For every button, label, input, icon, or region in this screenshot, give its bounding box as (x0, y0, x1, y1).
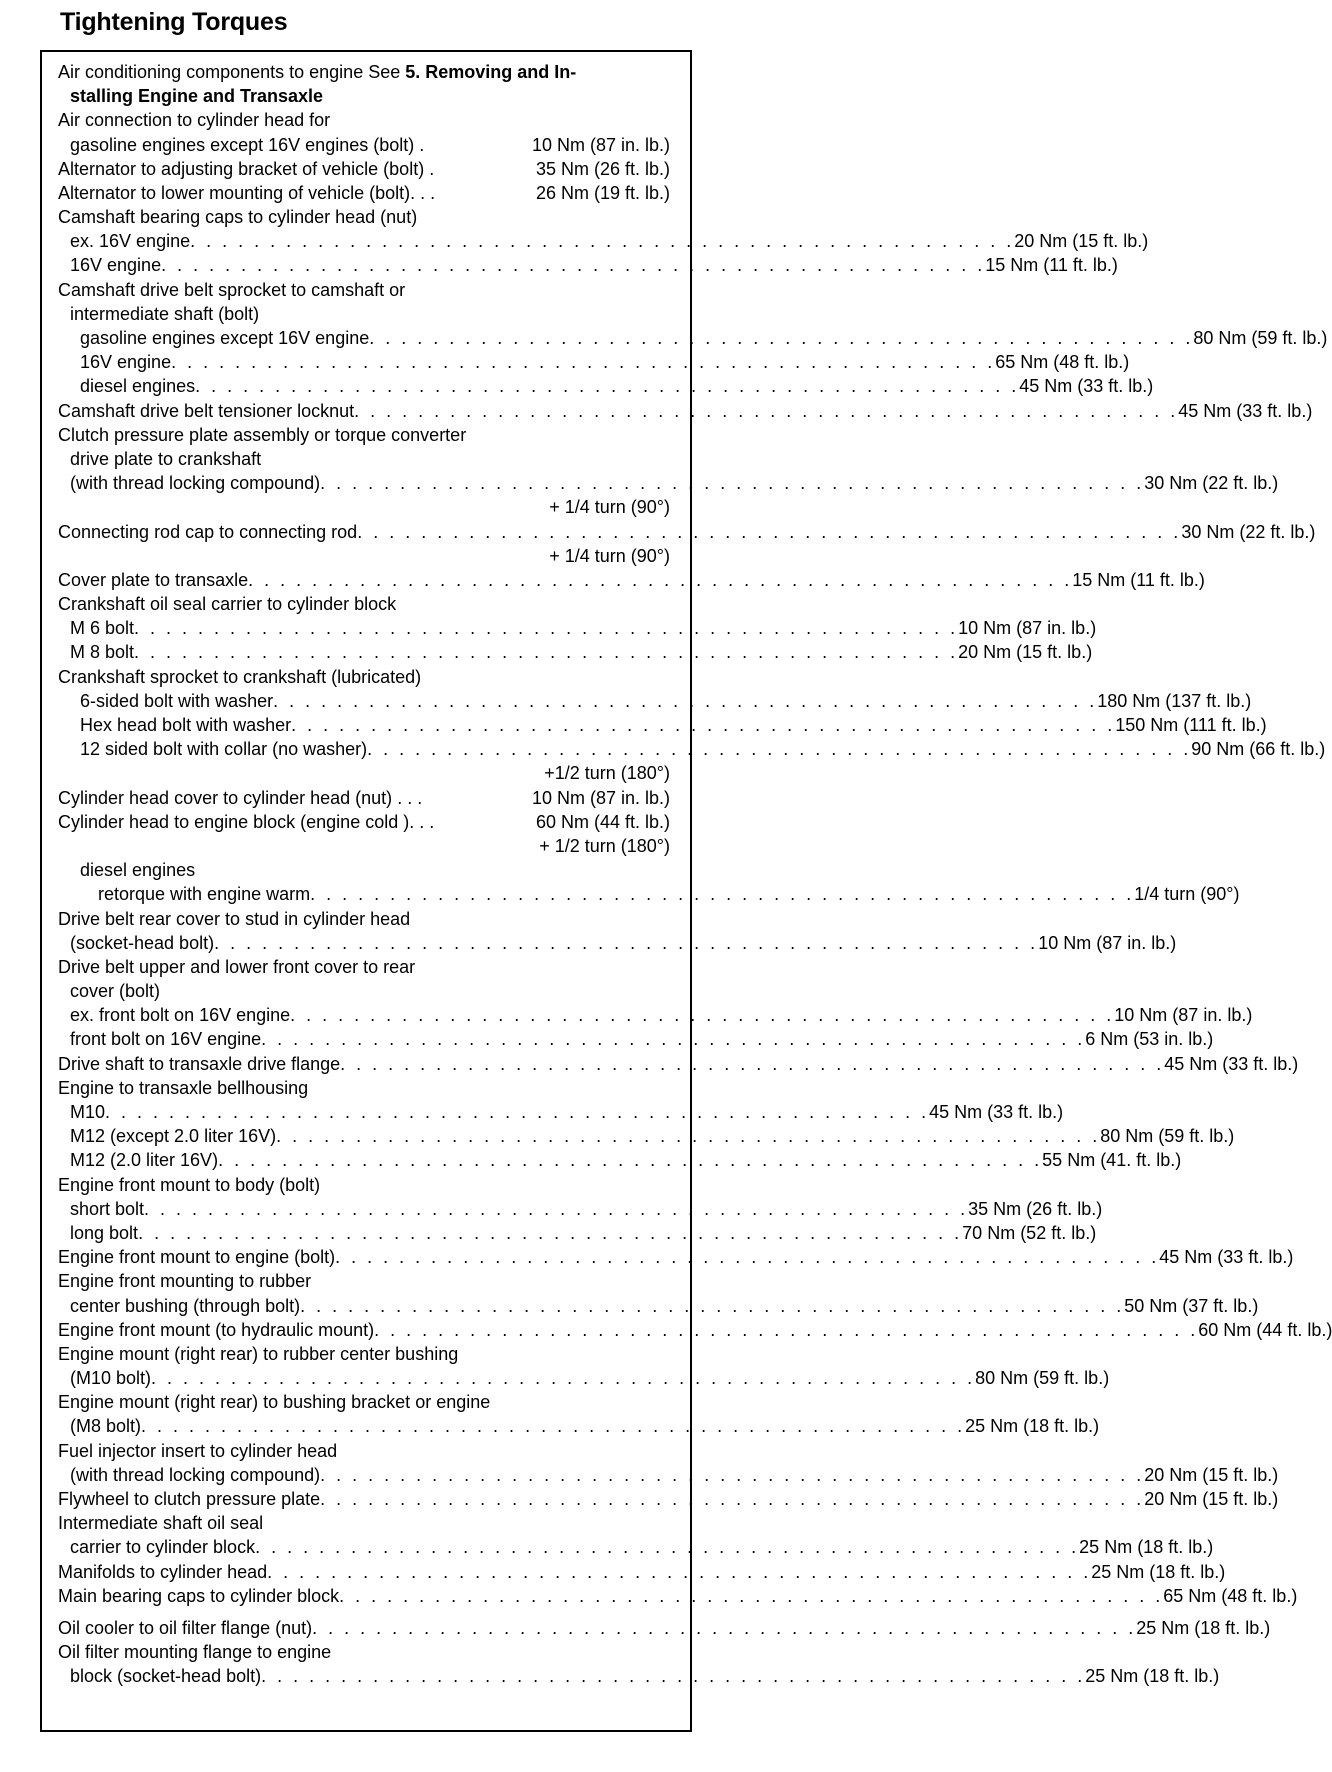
torque-item-label: Crankshaft sprocket to crankshaft (lubricated) (58, 666, 422, 687)
torque-value: 45 Nm (33 ft. lb.) (1159, 1247, 1294, 1268)
torque-row (58, 1318, 1332, 1342)
torque-row (58, 181, 670, 205)
torque-item-label: (with thread locking compound) (70, 1464, 321, 1485)
dot-leader: . . . . . . . . . . . . . . . . . . . . . . . . . . . . . . . . . . . . . . . . . . . . . . . . . . . . (105, 1102, 930, 1123)
torque-row (58, 1197, 1103, 1221)
torque-row (58, 205, 670, 229)
dot-leader: . . . . . . . . . . . . . . . . . . . . . . . . . . . . . . . . . . . . . . . . . . . . . . . . . . . . (369, 328, 1194, 349)
torque-row (58, 616, 1097, 640)
torque-row (58, 447, 670, 471)
torque-value: 150 Nm (111 ft. lb.) (1115, 715, 1267, 736)
torque-row (58, 1560, 1226, 1584)
dot-leader: . . . . . . . . . . . . . . . . . . . . . . . . . . . . . . . . . . . . . . . . . . . . . . . . . . . . (144, 1198, 969, 1219)
torque-item-label: 12 sided bolt with collar (no washer) (80, 739, 368, 760)
dot-leader: . . . . . . . . . . . . . . . . . . . . . . . . . . . . . . . . . . . . . . . . . . . . . . . . . . . . (255, 1537, 1080, 1558)
torque-value: 65 Nm (48 ft. lb.) (995, 352, 1130, 373)
torque-row (58, 761, 670, 785)
torque-item-label: gasoline engines except 16V engine (80, 328, 370, 349)
torque-value: 60 Nm (44 ft. lb.) (1198, 1319, 1332, 1340)
torque-row (58, 858, 670, 882)
dot-leader: . . . (409, 811, 435, 832)
dot-leader: . . . . . . . . . . . . . . . . . . . . . . . . . . . . . . . . . . . . . . . . . . . . . . . . . . . . (367, 739, 1192, 760)
torque-item-label: Air connection to cylinder head for (58, 110, 331, 131)
torque-value: 26 Nm (19 ft. lb.) (535, 182, 670, 203)
torque-item-label: Oil filter mounting flange to engine (58, 1642, 332, 1663)
dot-leader: . . . . . . . . . . . . . . . . . . . . . . . . . . . . . . . . . . . . . . . . . . . . . . . . . . . . (374, 1319, 1199, 1340)
torque-row (58, 665, 670, 689)
torque-item-label: carrier to cylinder block (70, 1537, 256, 1558)
torque-value: 25 Nm (18 ft. lb.) (965, 1416, 1100, 1437)
torque-item-label: Alternator to adjusting bracket of vehicle (bolt) (58, 158, 425, 179)
torque-value: 45 Nm (33 ft. lb.) (1019, 376, 1154, 397)
torque-row (58, 1511, 670, 1535)
torque-item-label: retorque with engine warm (98, 884, 311, 905)
torque-item-label: Drive belt upper and lower front cover to rear (58, 956, 416, 977)
dot-leader: . . . . . . . . . . . . . . . . . . . . . . . . . . . . . . . . . . . . . . . . . . . . . . . . . . . . (138, 1222, 963, 1243)
torque-item-label: Manifolds to cylinder head (58, 1561, 268, 1582)
dot-leader: . (414, 134, 430, 155)
torque-value: 45 Nm (33 ft. lb.) (929, 1102, 1064, 1123)
torque-row (58, 1076, 670, 1100)
dot-leader: . . . . . . . . . . . . . . . . . . . . . . . . . . . . . . . . . . . . . . . . . . . . . . . . . . . . (290, 1005, 1115, 1026)
torque-value: 20 Nm (15 ft. lb.) (958, 642, 1093, 663)
torque-row (58, 471, 1279, 495)
torque-item-label: M10 (70, 1102, 106, 1123)
dot-leader: . . . . . . . . . . . . . . . . . . . . . . . . . . . . . . . . . . . . . . . . . . . . . . . . . . . . (190, 231, 1015, 252)
torque-item-label: Drive shaft to transaxle drive flange (58, 1053, 341, 1074)
torque-item-label: (M8 bolt) (70, 1416, 142, 1437)
dot-leader: . . . . . . . . . . . . . . . . . . . . . . . . . . . . . . . . . . . . . . . . . . . . . . . . . . . . (291, 715, 1116, 736)
dot-leader: . . . . . . . . . . . . . . . . . . . . . . . . . . . . . . . . . . . . . . . . . . . . . . . . . . . . (161, 255, 986, 276)
dot-leader: . . . . . . . . . . . . . . . . . . . . . . . . . . . . . . . . . . . . . . . . . . . . . . . . . . . . (320, 1489, 1145, 1510)
dot-leader: . . . . . . . . . . . . . . . . . . . . . . . . . . . . . . . . . . . . . . . . . . . . . . . . . . . . (134, 618, 959, 639)
torque-row (58, 1052, 1299, 1076)
torque-row (58, 882, 1240, 906)
torque-value: 35 Nm (26 ft. lb.) (968, 1198, 1103, 1219)
torque-item-label: Hex head bolt with washer (80, 715, 292, 736)
torque-item-label: Alternator to lower mounting of vehicle (bolt) (58, 182, 411, 203)
torque-row (58, 1390, 670, 1414)
torque-row (58, 931, 1177, 955)
torque-value: 55 Nm (41. ft. lb.) (1042, 1150, 1182, 1171)
torque-item-label: (with thread locking compound) (70, 473, 321, 494)
torque-row (58, 60, 670, 84)
torque-item-label: Engine front mount to body (bolt) (58, 1174, 321, 1195)
torque-item-label: Connecting rod cap to connecting rod (58, 521, 358, 542)
torque-item-label: M 8 bolt (70, 642, 135, 663)
torque-item-label: Cylinder head cover to cylinder head (nut) (58, 787, 393, 808)
torque-value: 10 Nm (87 in. lb.) (531, 787, 670, 808)
dot-leader: . . . . . . . . . . . . . . . . . . . . . . . . . . . . . . . . . . . . . . . . . . . . . . . . . . . . (261, 1666, 1086, 1687)
torque-item-label (70, 84, 323, 108)
torque-row (58, 1487, 1279, 1511)
torque-row (58, 834, 670, 858)
torque-item-label: 16V engine (80, 352, 172, 373)
torque-value: 6 Nm (53 in. lb.) (1085, 1029, 1214, 1050)
torque-value: + 1/4 turn (90°) (549, 497, 670, 518)
torque-value: 35 Nm (26 ft. lb.) (535, 158, 670, 179)
dot-leader: . . . . . . . . . . . . . . . . . . . . . . . . . . . . . . . . . . . . . . . . . . . . . . . . . . . . (310, 884, 1135, 905)
torque-value: 80 Nm (59 ft. lb.) (1100, 1126, 1235, 1147)
torque-row (58, 1003, 1253, 1027)
dot-leader: . . . . . . . . . . . . . . . . . . . . . . . . . . . . . . . . . . . . . . . . . . . . . . . . . . . . (335, 1247, 1160, 1268)
torque-row (58, 229, 1149, 253)
dot-leader: . . . . . . . . . . . . . . . . . . . . . . . . . . . . . . . . . . . . . . . . . . . . . . . . . . . . (357, 521, 1182, 542)
torque-row (58, 1463, 1279, 1487)
torque-value: 20 Nm (15 ft. lb.) (1014, 231, 1149, 252)
torque-row (58, 907, 670, 931)
torque-row (58, 1584, 1298, 1608)
dot-leader: . . . . . . . . . . . . . . . . . . . . . . . . . . . . . . . . . . . . . . . . . . . . . . . . . . . . (134, 642, 959, 663)
torque-row (58, 1221, 1097, 1245)
torque-row (58, 278, 670, 302)
torque-row (58, 544, 670, 568)
dot-leader: . . . . . . . . . . . . . . . . . . . . . . . . . . . . . . . . . . . . . . . . . . . . . . . . . . . . (261, 1029, 1086, 1050)
torque-row (58, 350, 1130, 374)
dot-leader: . . . . . . . . . . . . . . . . . . . . . . . . . . . . . . . . . . . . . . . . . . . . . . . . . . . . (248, 569, 1073, 590)
torque-list (58, 60, 1332, 1689)
torque-value: 60 Nm (44 ft. lb.) (535, 811, 670, 832)
torque-value: 10 Nm (87 in. lb.) (958, 618, 1097, 639)
torque-item-label: center bushing (through bolt) (70, 1295, 301, 1316)
torque-row (58, 1616, 1271, 1640)
torque-row (58, 786, 670, 810)
torque-value: 65 Nm (48 ft. lb.) (1163, 1585, 1298, 1606)
section-reference: stalling Engine and Transaxle (70, 86, 324, 107)
torque-item-label: drive plate to crankshaft (70, 448, 262, 469)
torque-item-label: 6-sided bolt with washer (80, 690, 274, 711)
torque-row (58, 157, 670, 181)
torque-row (58, 84, 670, 108)
torque-item-label: Oil cooler to oil filter flange (nut) (58, 1617, 313, 1638)
torque-value: 10 Nm (87 in. lb.) (1038, 932, 1177, 953)
dot-leader: . . . . . . . . . . . . . . . . . . . . . . . . . . . . . . . . . . . . . . . . . . . . . . . . . . . . (276, 1126, 1101, 1147)
dot-leader: . . . . . . . . . . . . . . . . . . . . . . . . . . . . . . . . . . . . . . . . . . . . . . . . . . . . (300, 1295, 1125, 1316)
dot-leader: . . . . . . . . . . . . . . . . . . . . . . . . . . . . . . . . . . . . . . . . . . . . . . . . . . . . (320, 1464, 1145, 1485)
torque-value: 20 Nm (15 ft. lb.) (1144, 1464, 1279, 1485)
page-title: Tightening Torques (60, 8, 288, 36)
torque-value: 15 Nm (11 ft. lb.) (1072, 569, 1205, 590)
torque-value: 10 Nm (87 in. lb.) (1114, 1005, 1253, 1026)
dot-leader: . . . (392, 787, 428, 808)
dot-leader: . . . . . . . . . . . . . . . . . . . . . . . . . . . . . . . . . . . . . . . . . . . . . . . . . . . . (320, 473, 1145, 494)
section-reference: 5. Removing and In- (405, 61, 577, 82)
dot-leader: . . . . . . . . . . . . . . . . . . . . . . . . . . . . . . . . . . . . . . . . . . . . . . . . . . . . (267, 1561, 1092, 1582)
label-text: Air conditioning components to engine See (58, 61, 406, 82)
torque-row (58, 520, 1316, 544)
torque-row (58, 326, 1328, 350)
torque-row (58, 302, 670, 326)
torque-value: 10 Nm (87 in. lb.) (531, 134, 670, 155)
torque-item-label: ex. front bolt on 16V engine (70, 1005, 291, 1026)
torque-item-label: gasoline engines except 16V engines (bolt) (70, 134, 415, 155)
torque-item-label (58, 60, 576, 84)
torque-item-label: Drive belt rear cover to stud in cylinder head (58, 908, 411, 929)
torque-row (58, 374, 1154, 398)
torque-row (58, 1415, 1100, 1439)
dot-leader: . . . . . . . . . . . . . . . . . . . . . . . . . . . . . . . . . . . . . . . . . . . . . . . . . . . . (340, 1053, 1165, 1074)
torque-row (58, 1535, 1214, 1559)
dot-leader: . (424, 158, 435, 179)
torque-value: 180 Nm (137 ft. lb.) (1097, 690, 1252, 711)
torque-item-label: front bolt on 16V engine (70, 1029, 262, 1050)
torque-item-label: (socket-head bolt) (70, 932, 215, 953)
torque-row (58, 1294, 1259, 1318)
torque-item-label: Fuel injector insert to cylinder head (58, 1440, 338, 1461)
torque-row (58, 1148, 1182, 1172)
torque-row (58, 810, 670, 834)
torque-value: 25 Nm (18 ft. lb.) (1085, 1666, 1220, 1687)
torque-row (58, 1173, 670, 1197)
torque-row (58, 254, 1118, 278)
dot-leader: . . . . . . . . . . . . . . . . . . . . . . . . . . . . . . . . . . . . . . . . . . . . . . . . . . . . (273, 690, 1098, 711)
torque-row (58, 1124, 1235, 1148)
torque-row (58, 1439, 670, 1463)
torque-row (58, 1640, 670, 1664)
torque-value: 25 Nm (18 ft. lb.) (1136, 1617, 1271, 1638)
dot-leader: . . . . . . . . . . . . . . . . . . . . . . . . . . . . . . . . . . . . . . . . . . . . . . . . . . . . (339, 1585, 1164, 1606)
torque-item-label: Cover plate to transaxle (58, 569, 249, 590)
torque-row (58, 689, 1252, 713)
torque-row (58, 1028, 1214, 1052)
torque-value: + 1/4 turn (90°) (549, 545, 670, 566)
torque-row (58, 568, 1205, 592)
torque-item-label: Engine mount (right rear) to rubber center bushing (58, 1343, 459, 1364)
torque-row (58, 737, 1326, 761)
torque-item-label: Flywheel to clutch pressure plate (58, 1489, 321, 1510)
torque-value: +1/2 turn (180°) (544, 763, 670, 784)
torque-item-label: Cylinder head to engine block (engine cold ) (58, 811, 410, 832)
torque-value: 50 Nm (37 ft. lb.) (1124, 1295, 1259, 1316)
dot-leader: . . . (410, 182, 436, 203)
torque-item-label: M12 (except 2.0 liter 16V) (70, 1126, 277, 1147)
torque-value: 25 Nm (18 ft. lb.) (1079, 1537, 1214, 1558)
torque-item-label: M 6 bolt (70, 618, 135, 639)
torque-row (58, 955, 670, 979)
dot-leader: . . . . . . . . . . . . . . . . . . . . . . . . . . . . . . . . . . . . . . . . . . . . . . . . . . . . (312, 1617, 1137, 1638)
torque-value: 1/4 turn (90°) (1134, 884, 1240, 905)
torque-item-label: M12 (2.0 liter 16V) (70, 1150, 219, 1171)
torque-item-label: cover (bolt) (70, 981, 161, 1002)
torque-row (58, 713, 1267, 737)
torque-value: 15 Nm (11 ft. lb.) (985, 255, 1118, 276)
torque-value: 45 Nm (33 ft. lb.) (1164, 1053, 1299, 1074)
torque-row (58, 1245, 1294, 1269)
torque-value: 90 Nm (66 ft. lb.) (1191, 739, 1326, 760)
torque-row (58, 1100, 1064, 1124)
torque-row (58, 108, 670, 132)
torque-value: 30 Nm (22 ft. lb.) (1181, 521, 1316, 542)
torque-item-label: 16V engine (70, 255, 162, 276)
torque-item-label: intermediate shaft (bolt) (70, 303, 260, 324)
torque-value: 30 Nm (22 ft. lb.) (1144, 473, 1279, 494)
torque-item-label: Engine front mount (to hydraulic mount) (58, 1319, 375, 1340)
torque-item-label: long bolt (70, 1222, 139, 1243)
torque-value: 25 Nm (18 ft. lb.) (1091, 1561, 1226, 1582)
torque-item-label: Crankshaft oil seal carrier to cylinder block (58, 594, 397, 615)
torque-item-label: Engine mount (right rear) to bushing bracket or engine (58, 1392, 491, 1413)
torque-item-label: (M10 bolt) (70, 1368, 152, 1389)
torque-row (58, 979, 670, 1003)
torque-value: 20 Nm (15 ft. lb.) (1144, 1489, 1279, 1510)
dot-leader: . . . . . . . . . . . . . . . . . . . . . . . . . . . . . . . . . . . . . . . . . . . . . . . . . . . . (141, 1416, 966, 1437)
torque-row (58, 495, 670, 519)
torque-row (58, 1366, 1110, 1390)
torque-item-label: Engine front mount to engine (bolt) (58, 1247, 336, 1268)
dot-leader: . . . . . . . . . . . . . . . . . . . . . . . . . . . . . . . . . . . . . . . . . . . . . . . . . . . . (151, 1368, 976, 1389)
torque-row (58, 399, 1313, 423)
dot-leader: . . . . . . . . . . . . . . . . . . . . . . . . . . . . . . . . . . . . . . . . . . . . . . . . . . . . (354, 400, 1179, 421)
torque-row (58, 1342, 670, 1366)
torque-item-label: Main bearing caps to cylinder block (58, 1585, 340, 1606)
torque-table (40, 50, 1332, 1732)
torque-value: 80 Nm (59 ft. lb.) (1193, 328, 1328, 349)
torque-row (58, 133, 670, 157)
torque-item-label: ex. 16V engine (70, 231, 191, 252)
torque-row (58, 423, 670, 447)
torque-item-label: Camshaft drive belt tensioner locknut (58, 400, 355, 421)
torque-item-label: short bolt (70, 1198, 145, 1219)
torque-item-label: diesel engines (80, 860, 196, 881)
torque-item-label: block (socket-head bolt) (70, 1666, 262, 1687)
torque-value: 70 Nm (52 ft. lb.) (962, 1222, 1097, 1243)
dot-leader: . . . . . . . . . . . . . . . . . . . . . . . . . . . . . . . . . . . . . . . . . . . . . . . . . . . . (214, 932, 1039, 953)
torque-value: 80 Nm (59 ft. lb.) (975, 1368, 1110, 1389)
torque-item-label: Intermediate shaft oil seal (58, 1513, 264, 1534)
torque-item-label: Engine to transaxle bellhousing (58, 1077, 309, 1098)
torque-item-label: Clutch pressure plate assembly or torque converter (58, 424, 467, 445)
dot-leader: . . . . . . . . . . . . . . . . . . . . . . . . . . . . . . . . . . . . . . . . . . . . . . . . . . . . (171, 352, 996, 373)
torque-item-label: Engine front mounting to rubber (58, 1271, 312, 1292)
torque-value: 45 Nm (33 ft. lb.) (1178, 400, 1313, 421)
dot-leader: . . . . . . . . . . . . . . . . . . . . . . . . . . . . . . . . . . . . . . . . . . . . . . . . . . . . (195, 376, 1020, 397)
torque-row (58, 1664, 1220, 1688)
torque-value: + 1/2 turn (180°) (539, 835, 670, 856)
torque-row (58, 641, 1093, 665)
torque-row (58, 592, 670, 616)
torque-row (58, 1269, 670, 1293)
torque-item-label: diesel engines (80, 376, 196, 397)
torque-item-label: Camshaft bearing caps to cylinder head (nut) (58, 207, 418, 228)
torque-item-label: Camshaft drive belt sprocket to camshaft or (58, 279, 406, 300)
dot-leader: . . . . . . . . . . . . . . . . . . . . . . . . . . . . . . . . . . . . . . . . . . . . . . . . . . . . (218, 1150, 1043, 1171)
